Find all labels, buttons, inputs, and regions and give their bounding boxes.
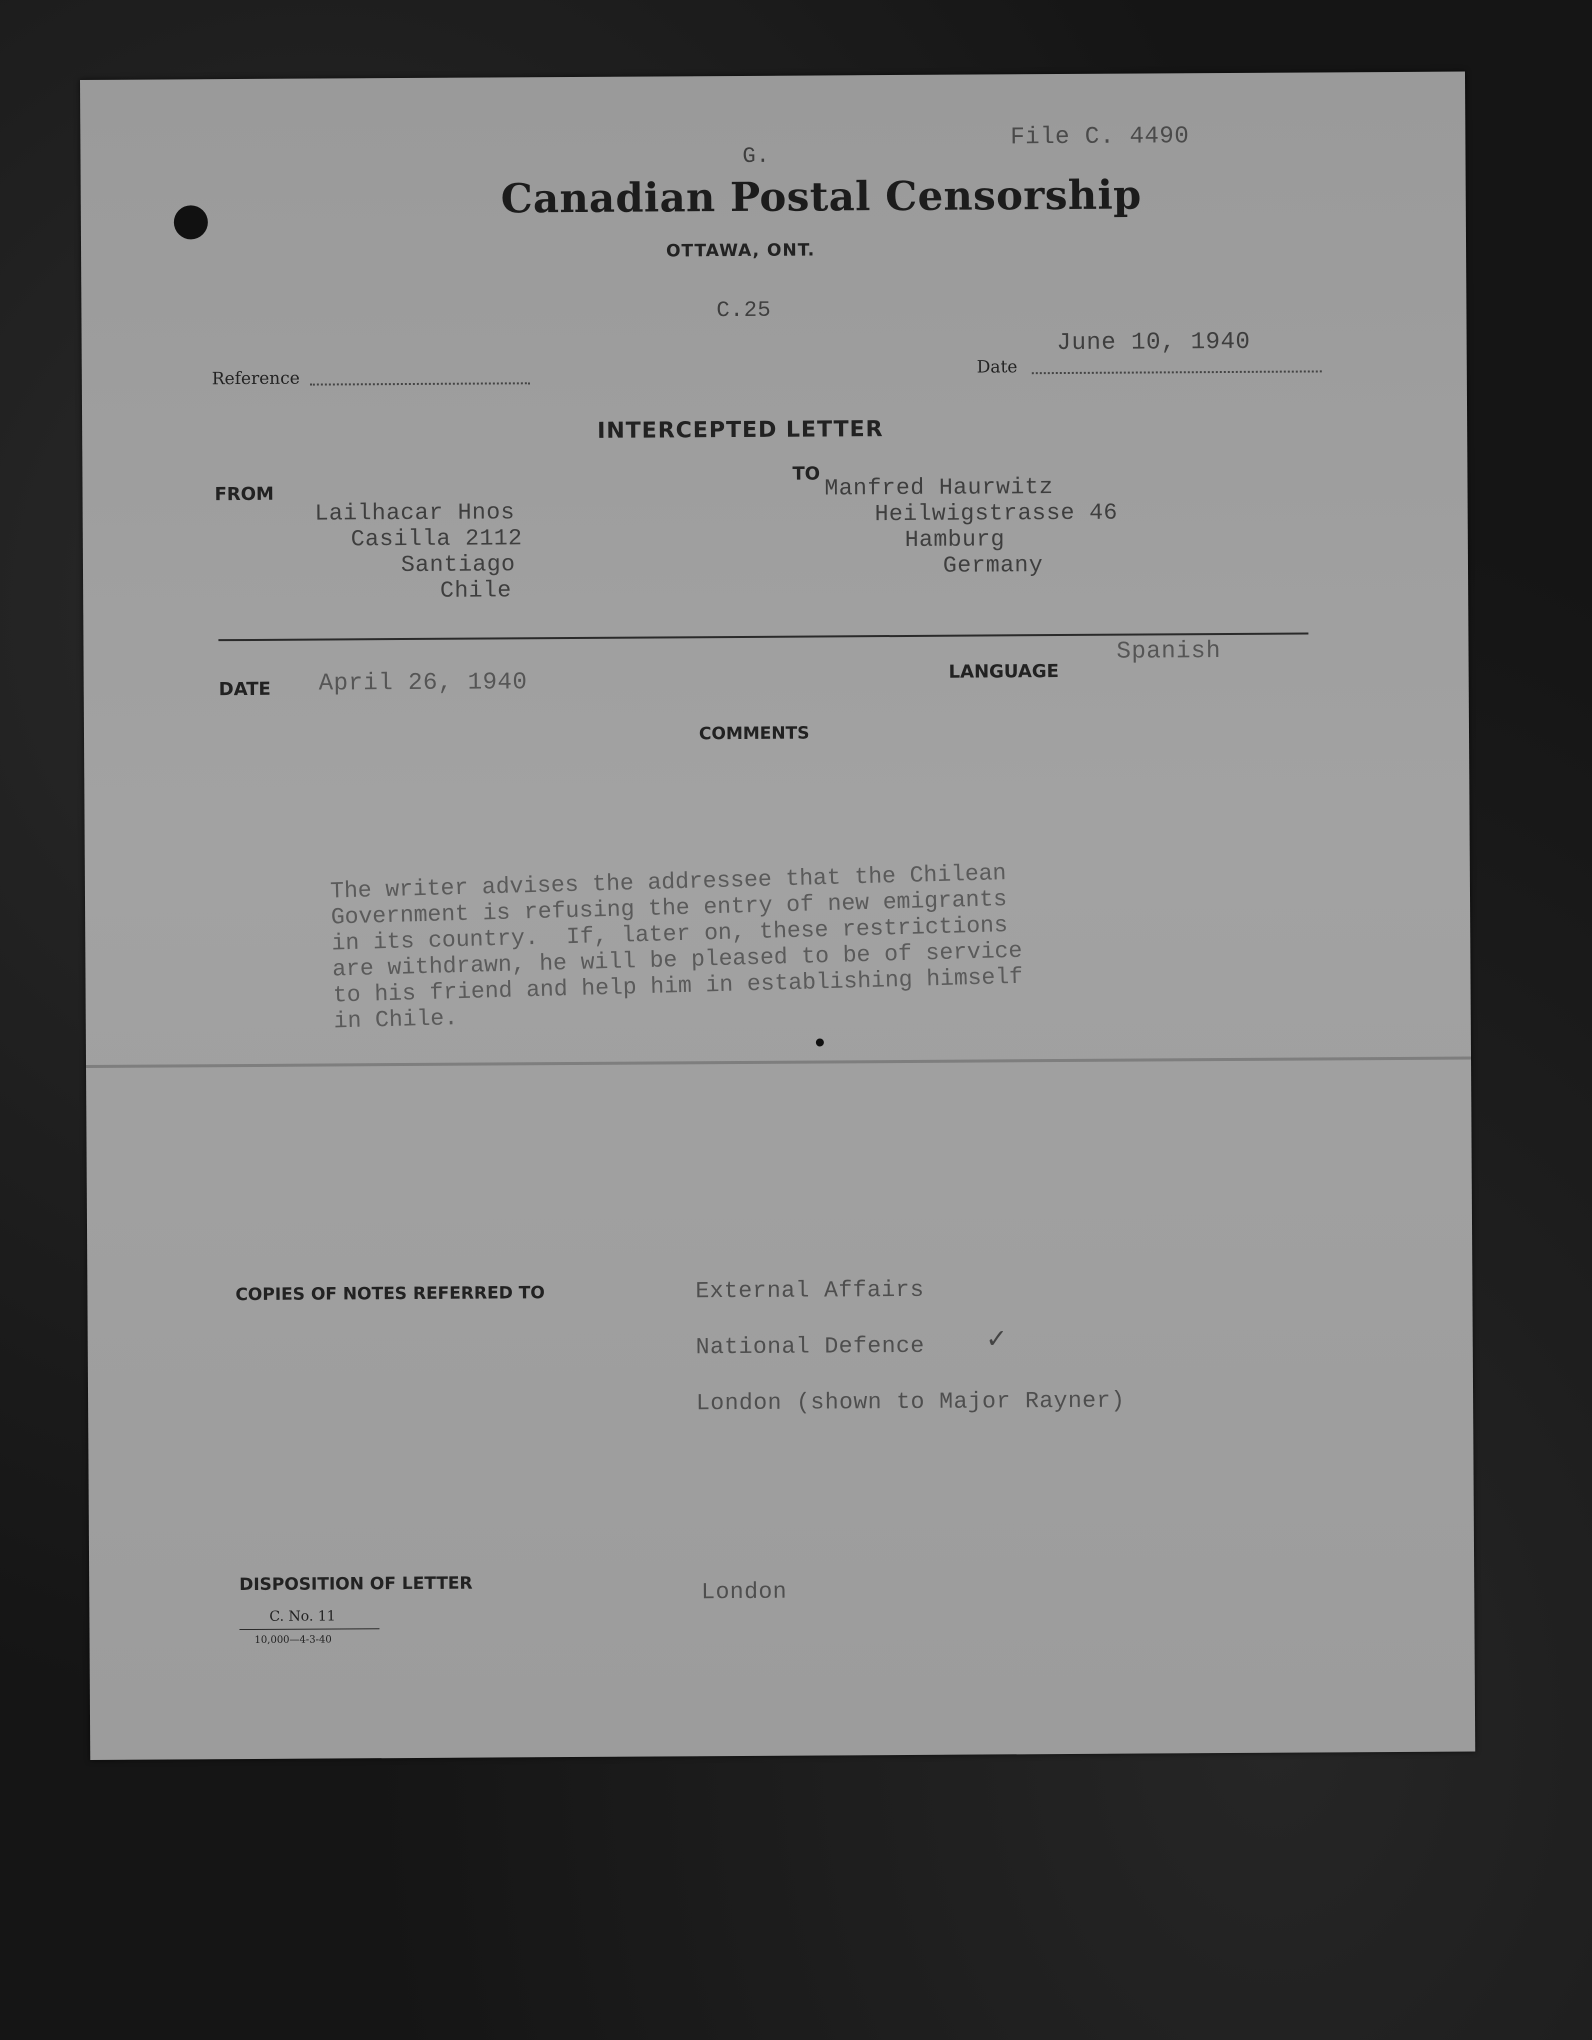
language-value: Spanish: [1116, 638, 1221, 666]
punch-hole: [174, 205, 208, 239]
from-line-3: Santiago: [400, 551, 516, 579]
copies-item-2: National Defence: [695, 1332, 925, 1361]
copies-item-3: London (shown to Major Rayner): [696, 1387, 1126, 1417]
disposition-label: DISPOSITION OF LETTER: [239, 1573, 473, 1596]
organization-title: Canadian Postal Censorship: [500, 171, 1142, 223]
checkmark-icon: ✓: [985, 1324, 1008, 1355]
print-run: 10,000—4-3-40: [254, 1634, 332, 1646]
ink-speck: [816, 1038, 824, 1046]
location: OTTAWA, ONT.: [665, 240, 816, 262]
fold-crease: [86, 1057, 1471, 1068]
document-page: [80, 72, 1475, 1760]
language-label: LANGUAGE: [948, 661, 1060, 683]
form-number: C. No. 11: [269, 1608, 336, 1625]
reference-line: [310, 382, 530, 385]
comments-label: COMMENTS: [698, 723, 810, 745]
from-line-2: Casilla 2112: [350, 525, 523, 553]
to-label: TO: [792, 463, 821, 485]
reference-label: Reference: [211, 368, 300, 390]
letter-mark: G.: [742, 143, 770, 169]
from-line-1: Lailhacar Hnos: [314, 499, 515, 527]
copies-label: COPIES OF NOTES REFERRED TO: [235, 1283, 545, 1306]
form-title: INTERCEPTED LETTER: [597, 417, 884, 444]
file-number: File C. 4490: [1010, 123, 1190, 152]
form-code: C.25: [716, 297, 772, 324]
to-line-4: Germany: [942, 552, 1044, 579]
date-line: [1032, 370, 1322, 374]
disposition-value: London: [701, 1578, 788, 1606]
date-label: Date: [976, 357, 1018, 378]
to-line-2: Heilwigstrasse 46: [874, 499, 1118, 528]
to-line-3: Hamburg: [904, 526, 1006, 553]
from-label: FROM: [214, 483, 274, 506]
comments-text: The writer advises the addressee that the Chilean Government is refusing the entry of new emigrants in its country. If, later on, these restrictions are withdrawn, he will be pleased to be of service to his friend and help him in establishing himself in Chile.: [329, 860, 1024, 1035]
date-value: June 10, 1940: [1056, 328, 1251, 358]
to-line-1: Manfred Haurwitz: [824, 474, 1054, 502]
form-number-rule: [239, 1628, 379, 1630]
from-line-4: Chile: [440, 577, 512, 604]
copies-item-1: External Affairs: [695, 1276, 925, 1305]
letter-date-label: DATE: [218, 678, 271, 701]
letter-date-value: April 26, 1940: [318, 669, 528, 698]
